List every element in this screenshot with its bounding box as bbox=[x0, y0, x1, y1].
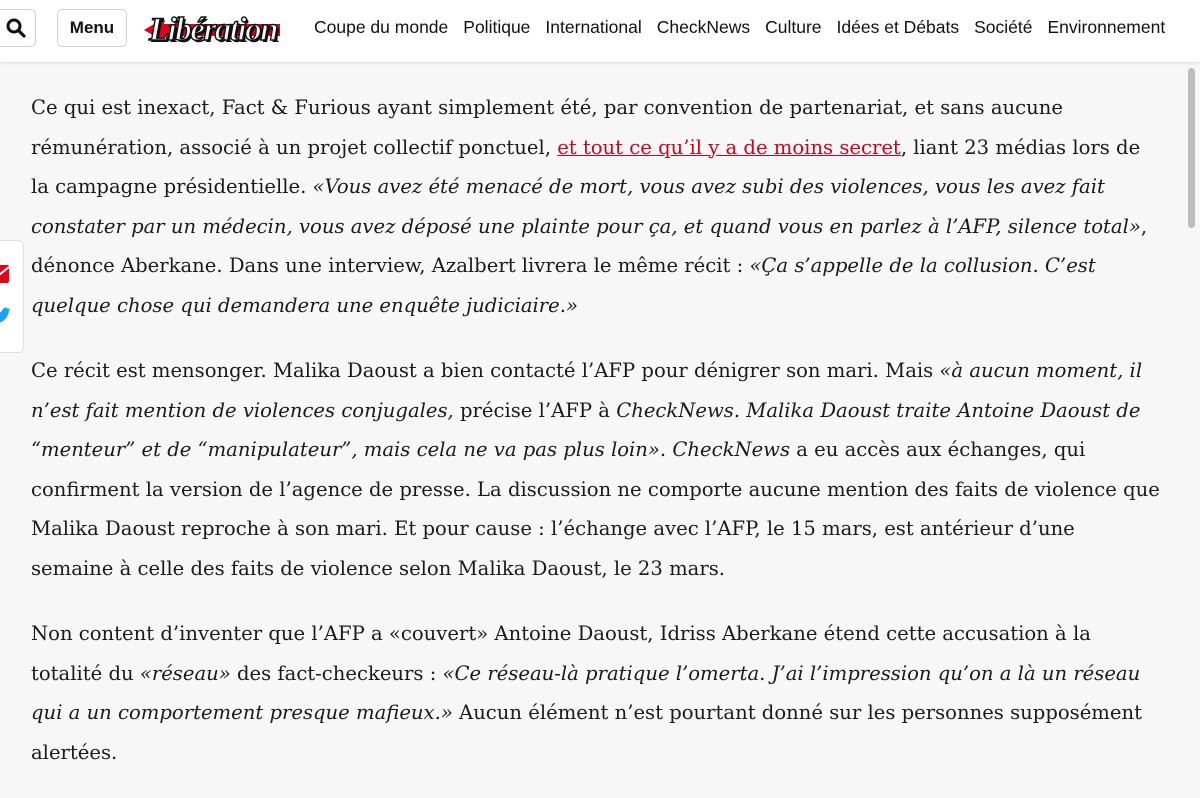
paragraph-2 bbox=[31, 351, 1161, 588]
scrollbar-thumb[interactable] bbox=[1188, 68, 1195, 228]
search-button[interactable] bbox=[0, 9, 36, 47]
nav-item-idees-et-debats[interactable]: Idées et Débats bbox=[836, 17, 960, 37]
publication-name: CheckNews bbox=[672, 438, 791, 461]
search-icon bbox=[6, 18, 26, 38]
top-navigation-bar bbox=[0, 0, 1200, 63]
paragraph-3 bbox=[31, 614, 1161, 772]
quote: «Ce réseau-là pratique l’omerta. J’ai l’impression qu’on a là un réseau qui a un comportement presque mafieux.» bbox=[31, 661, 1141, 724]
quote: «Ça s’appelle de la collusion. C’est quelque chose qui demandera une enquête judiciaire.» bbox=[31, 254, 1096, 317]
text-run: précise l’AFP à bbox=[453, 398, 617, 422]
quote: «réseau» bbox=[139, 661, 231, 685]
nav-item-politique[interactable]: Politique bbox=[463, 17, 531, 37]
twitter-icon[interactable] bbox=[0, 305, 11, 327]
nav-item-international[interactable]: International bbox=[545, 17, 642, 37]
text-run: . bbox=[659, 438, 673, 461]
text-run: Ce récit est mensonger. Malika Daoust a bien contacté l’AFP pour dénigrer son mari. Mais bbox=[31, 359, 940, 382]
liberation-logo[interactable] bbox=[142, 8, 284, 52]
nav-item-checknews[interactable]: CheckNews bbox=[656, 17, 751, 37]
main-navigation bbox=[314, 17, 1165, 38]
text-run: Aucun élément n’est pourtant donné sur les personnes supposément alertées. bbox=[31, 701, 1142, 764]
text-run: Ce qui est inexact, Fact & Furious ayant simplement été, par convention de partenariat, et sans aucune rémunération, associé à un projet collectif ponctuel, bbox=[31, 96, 1063, 159]
quote: «à aucun moment, il n’est fait mention de violences conjugales, bbox=[31, 359, 1143, 422]
email-icon[interactable] bbox=[0, 263, 11, 285]
menu-button[interactable]: Menu bbox=[57, 9, 127, 47]
nav-item-environnement[interactable]: Environnement bbox=[1047, 17, 1166, 37]
text-run: , dénonce Aberkane. Dans une interview, Azalbert livrera le même récit : bbox=[31, 214, 1148, 277]
quote: CheckNews. Malika Daoust traite Antoine Daoust de “menteur” et de “manipulateur”, mais cela ne va pas plus loin» bbox=[31, 398, 1141, 461]
inline-link-moins-secret[interactable]: et tout ce qu’il y a de moins secret bbox=[557, 135, 901, 159]
nav-item-societe[interactable]: Société bbox=[974, 17, 1033, 37]
quote: «Vous avez été menacé de mort, vous avez subi des violences, vous les avez fait constater par un médecin, vous avez déposé une plainte pour ça, et quand vous en parlez à l’AFP, silence total» bbox=[31, 175, 1141, 238]
logo-wordmark: Libération bbox=[148, 11, 277, 48]
text-run: Non content d’inventer que l’AFP a «couvert» Antoine Daoust, Idriss Aberkane étend cette accusation à la totalité du bbox=[31, 622, 1091, 685]
nav-item-culture[interactable]: Culture bbox=[765, 17, 822, 37]
share-rail bbox=[0, 240, 24, 353]
text-run: des fact-checkeurs : bbox=[230, 661, 443, 685]
article-body bbox=[31, 88, 1161, 798]
text-run: a eu accès aux échanges, qui confirment la version de l’agence de presse. La discussion ne comporte aucune mention des faits de violence que Malika Daoust reproche à son mari. Et pour cause : l’échange avec l’AFP, le 15 mars, est antérieur d’une semaine à celle des faits de violence selon Malika Daoust, le 23 mars. bbox=[31, 438, 1160, 580]
nav-item-coupe-du-monde[interactable]: Coupe du monde bbox=[314, 17, 449, 37]
text-run: , liant 23 médias lors de la campagne présidentielle. bbox=[31, 135, 1141, 198]
paragraph-1 bbox=[31, 88, 1161, 325]
